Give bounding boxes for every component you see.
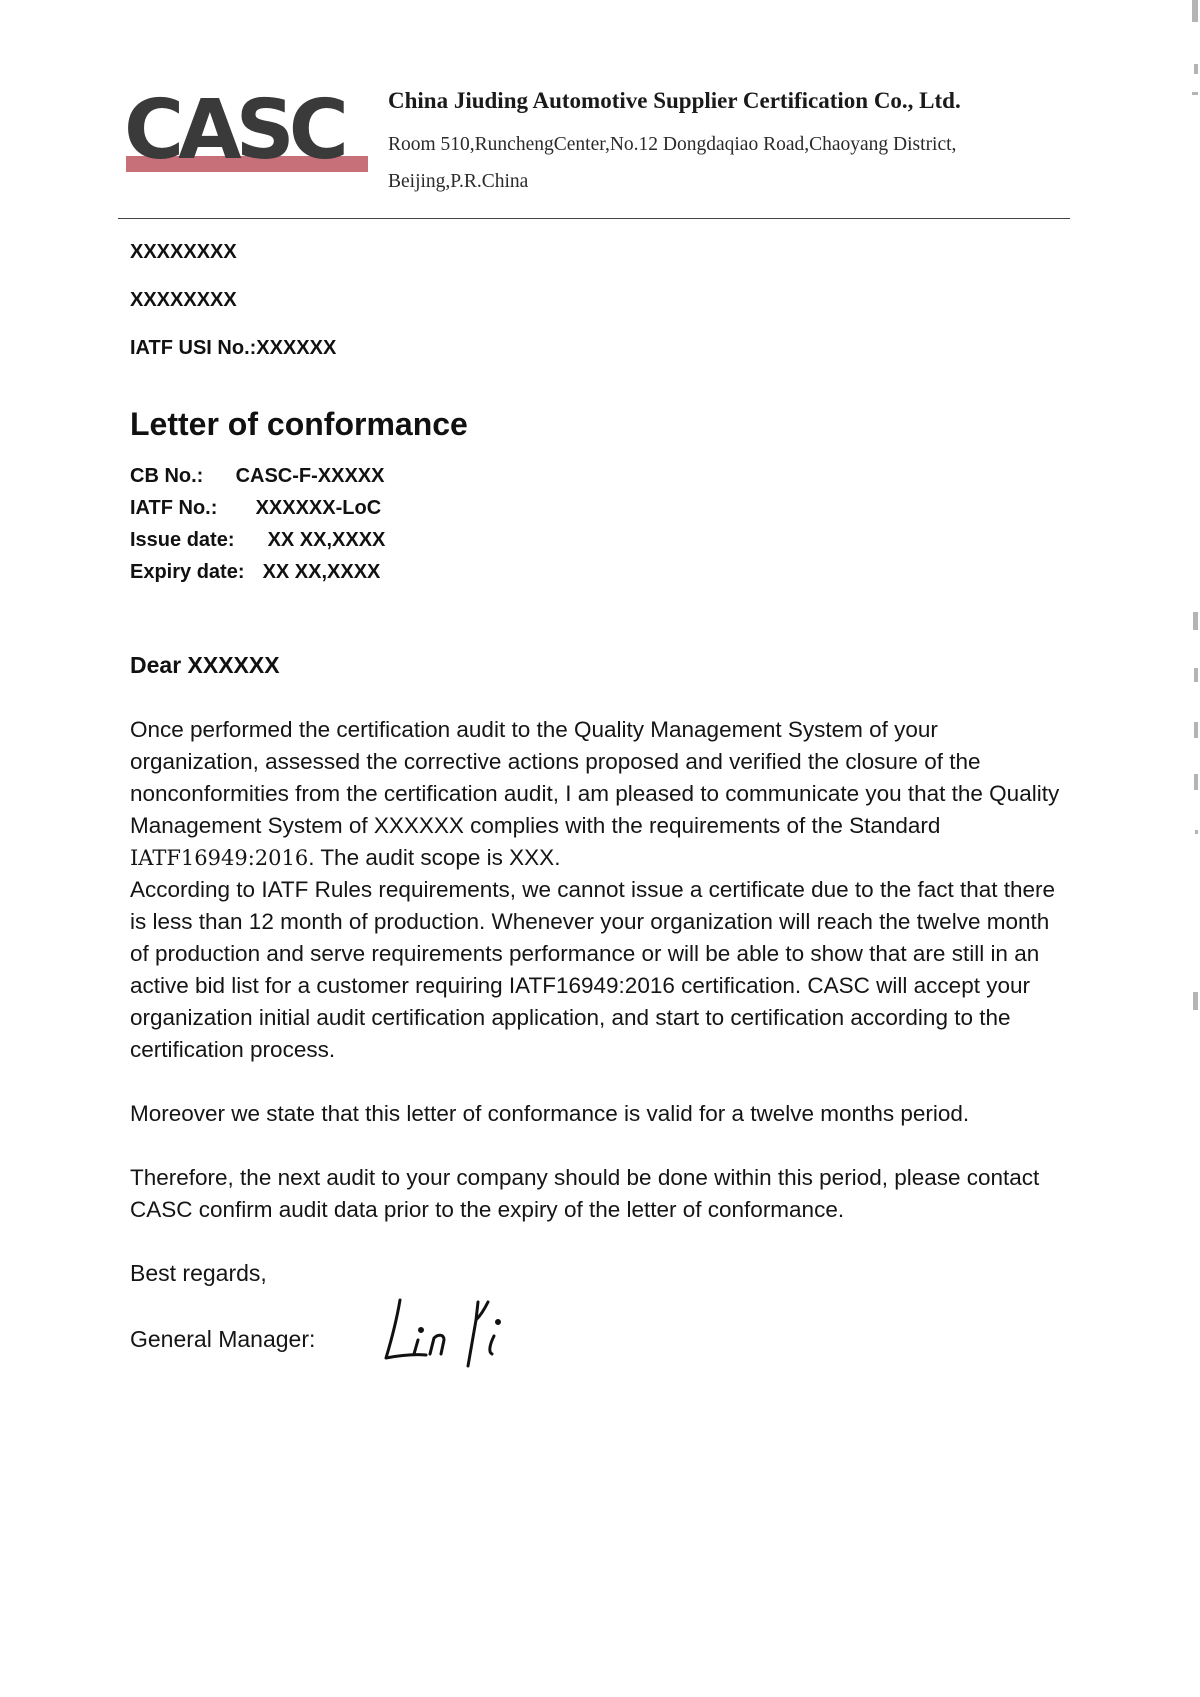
recipient-block (130, 238, 336, 382)
expiry-date-value: XX XX,XXXX (262, 561, 381, 583)
body-paragraph-2: According to IATF Rules requirements, we cannot issue a certificate due to the fact that there is less than 12 month of production. Whenever your organization will reach the twelve month of production and serve requirements performance or will be able to show that are still in an active bid list for a customer requiring IATF16949:2016 certification. CASC will accept your organization initial audit certification application, and start to certification according to the certification process. (130, 877, 1056, 1062)
header-divider (118, 218, 1070, 219)
recipient-line-2: XXXXXXXX (130, 289, 237, 311)
closing-regards: Best regards, (130, 1260, 267, 1286)
standard-reference: IATF16949:2016 (130, 846, 309, 870)
page-title: Letter of conformance (130, 406, 468, 442)
iatf-number-label: IATF No.: (130, 497, 218, 519)
recipient-usi: IATF USI No.:XXXXXX (130, 337, 337, 359)
company-address (388, 126, 1048, 200)
issue-date-label: Issue date: (130, 529, 235, 551)
cb-number-value: CASC-F-XXXXX (235, 465, 385, 487)
casc-logo (124, 88, 374, 180)
cb-number-row (130, 462, 385, 494)
body-p1-scope: . The audit scope is XXX. (308, 845, 561, 870)
expiry-date-row (130, 558, 385, 590)
address-line-1: Room 510,RunchengCenter,No.12 Dongdaqiao Road,Chaoyang District, (388, 134, 957, 155)
expiry-date-label: Expiry date: (130, 561, 245, 583)
body-p1-text: Once performed the certification audit to the Quality Management System of your organization, assessed the corrective actions proposed and verified the closure of the nonconformities from the certification audit, I am pleased to communicate you that the Quality Management System of XXXXXX complies with the requirements of the Standard (130, 717, 1060, 838)
letter-meta (130, 462, 385, 590)
issue-date-value: XX XX,XXXX (267, 529, 386, 551)
company-name: China Jiuding Automotive Supplier Certification Co., Ltd. (388, 88, 961, 113)
greeting: Dear XXXXXX (130, 652, 280, 678)
signer-title: General Manager: (130, 1326, 316, 1352)
cb-number-label: CB No.: (130, 465, 204, 487)
logo-wordmark: CASC (124, 88, 343, 178)
iatf-number-row (130, 494, 385, 526)
address-line-2: Beijing,P.R.China (388, 171, 529, 192)
recipient-line-1: XXXXXXXX (130, 241, 237, 263)
body-paragraph-3: Moreover we state that this letter of conformance is valid for a twelve months period. (130, 1101, 970, 1126)
scan-edge-artifacts (1188, 0, 1200, 1697)
handwritten-signature (378, 1288, 528, 1368)
body-paragraph-1 (130, 714, 1070, 874)
iatf-number-value: XXXXXX-LoC (255, 497, 382, 519)
letter-body (130, 714, 1070, 1226)
issue-date-row (130, 526, 385, 558)
body-paragraph-4: Therefore, the next audit to your company should be done within this period, please contact CASC confirm audit data prior to the expiry of the letter of conformance. (130, 1165, 1040, 1222)
